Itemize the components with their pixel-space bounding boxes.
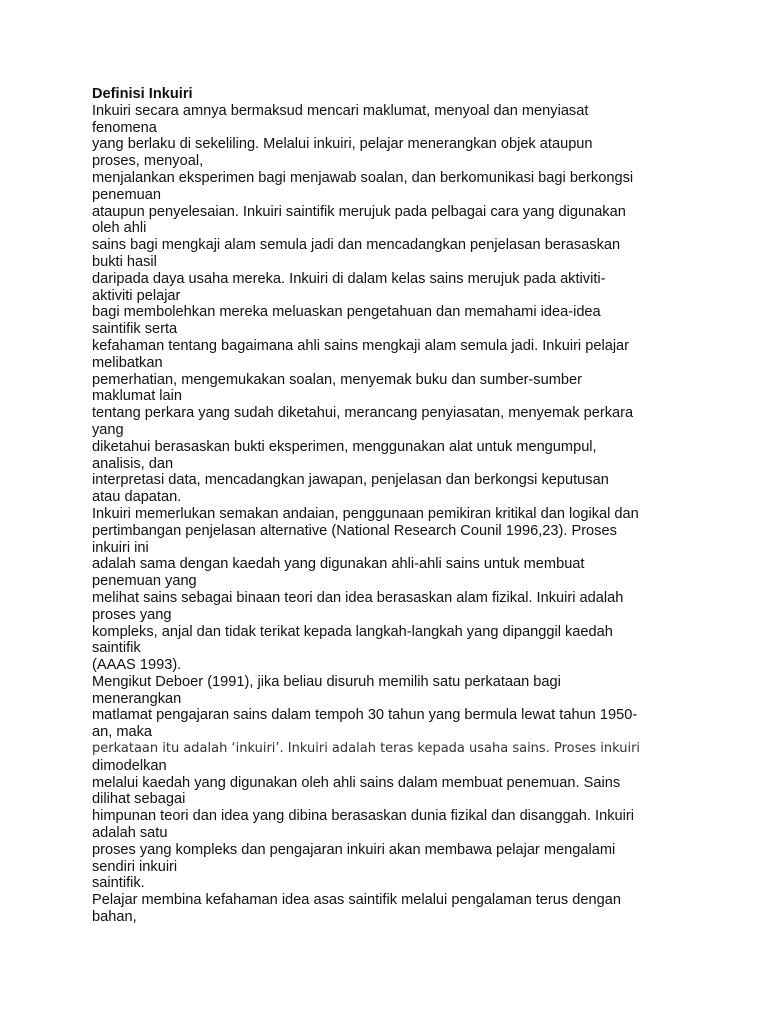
text-line: proses, menyoal,: [92, 153, 204, 170]
text-line: penemuan yang: [92, 573, 197, 590]
text-line: penemuan: [92, 186, 161, 203]
document-page: [92, 86, 692, 926]
text-line: adalah sama dengan kaedah yang digunakan ahli-ahli sains untuk membuat: [92, 556, 585, 573]
text-line: (AAAS 1993).: [92, 657, 182, 674]
text-line: Inkuiri memerlukan semakan andaian, penggunaan pemikiran kritikal dan logikal dan: [92, 505, 639, 522]
text-line: saintifik: [92, 640, 141, 657]
text-line: maklumat lain: [92, 388, 183, 405]
text-line: perkataan itu adalah ‘inkuiri’. Inkuiri adalah teras kepada usaha sains. Proses inkuiri: [92, 741, 641, 757]
text-line: Mengikut Deboer (1991), jika beliau disuruh memilih satu perkataan bagi: [92, 673, 561, 690]
text-line: dimodelkan: [92, 757, 167, 774]
text-line: bukti hasil: [92, 253, 157, 270]
text-line: melihat sains sebagai binaan teori dan idea berasaskan alam fizikal. Inkuiri adalah: [92, 589, 624, 606]
text-line: menjalankan eksperimen bagi menjawab soalan, dan berkomunikasi bagi berkongsi: [92, 169, 634, 186]
text-line: fenomena: [92, 119, 157, 136]
text-line: an, maka: [92, 724, 153, 741]
text-line: adalah satu: [92, 825, 168, 842]
text-line: matlamat pengajaran sains dalam tempoh 30 tahun yang bermula lewat tahun 1950-: [92, 707, 638, 724]
text-line: menerangkan: [92, 690, 182, 707]
text-line: aktiviti pelajar: [92, 287, 181, 304]
text-line: kompleks, anjal dan tidak terikat kepada langkah-langkah yang dipanggil kaedah: [92, 623, 613, 640]
text-line: analisis, dan: [92, 455, 174, 472]
text-line: daripada daya usaha mereka. Inkuiri di dalam kelas sains merujuk pada aktiviti-: [92, 270, 606, 287]
text-line: saintifik serta: [92, 321, 178, 338]
text-line: interpretasi data, mencadangkan jawapan, penjelasan dan berkongsi keputusan: [92, 472, 609, 489]
text-line: pertimbangan penjelasan alternative (National Research Counil 1996,23). Proses: [92, 522, 617, 539]
text-line: proses yang: [92, 606, 172, 623]
text-line: oleh ahli: [92, 220, 147, 237]
text-line: bagi membolehkan mereka meluaskan pengetahuan dan memahami idea-idea: [92, 304, 601, 321]
text-line: yang: [92, 421, 124, 438]
text-line: melibatkan: [92, 354, 163, 371]
text-line: kefahaman tentang bagaimana ahli sains mengkaji alam semula jadi. Inkuiri pelajar: [92, 337, 630, 354]
text-line: ataupun penyelesaian. Inkuiri saintifik merujuk pada pelbagai cara yang digunakan: [92, 203, 626, 220]
text-line: bahan,: [92, 909, 137, 926]
text-line: melalui kaedah yang digunakan oleh ahli sains dalam membuat penemuan. Sains: [92, 774, 621, 791]
text-line: himpunan teori dan idea yang dibina berasaskan dunia fizikal dan disanggah. Inkuiri: [92, 808, 634, 825]
text-line: sains bagi mengkaji alam semula jadi dan mencadangkan penjelasan berasaskan: [92, 237, 621, 254]
text-line: tentang perkara yang sudah diketahui, merancang penyiasatan, menyemak perkara: [92, 405, 634, 422]
text-line: Inkuiri secara amnya bermaksud mencari maklumat, menyoal dan menyiasat: [92, 102, 589, 119]
text-line: atau dapatan.: [92, 489, 182, 506]
text-line: dilihat sebagai: [92, 791, 186, 808]
text-line: yang berlaku di sekeliling. Melalui inkuiri, pelajar menerangkan objek ataupun: [92, 136, 593, 153]
text-line: pemerhatian, mengemukakan soalan, menyemak buku dan sumber-sumber: [92, 371, 582, 388]
text-line: proses yang kompleks dan pengajaran inkuiri akan membawa pelajar mengalami: [92, 841, 616, 858]
document-body: [92, 103, 692, 926]
text-line: sendiri inkuiri: [92, 858, 178, 875]
text-line: saintifik.: [92, 875, 145, 892]
document-heading: Definisi Inkuiri: [92, 86, 193, 102]
text-line: diketahui berasaskan bukti eksperimen, menggunakan alat untuk mengumpul,: [92, 438, 597, 455]
text-line: inkuiri ini: [92, 539, 149, 556]
text-line: Pelajar membina kefahaman idea asas saintifik melalui pengalaman terus dengan: [92, 892, 621, 909]
